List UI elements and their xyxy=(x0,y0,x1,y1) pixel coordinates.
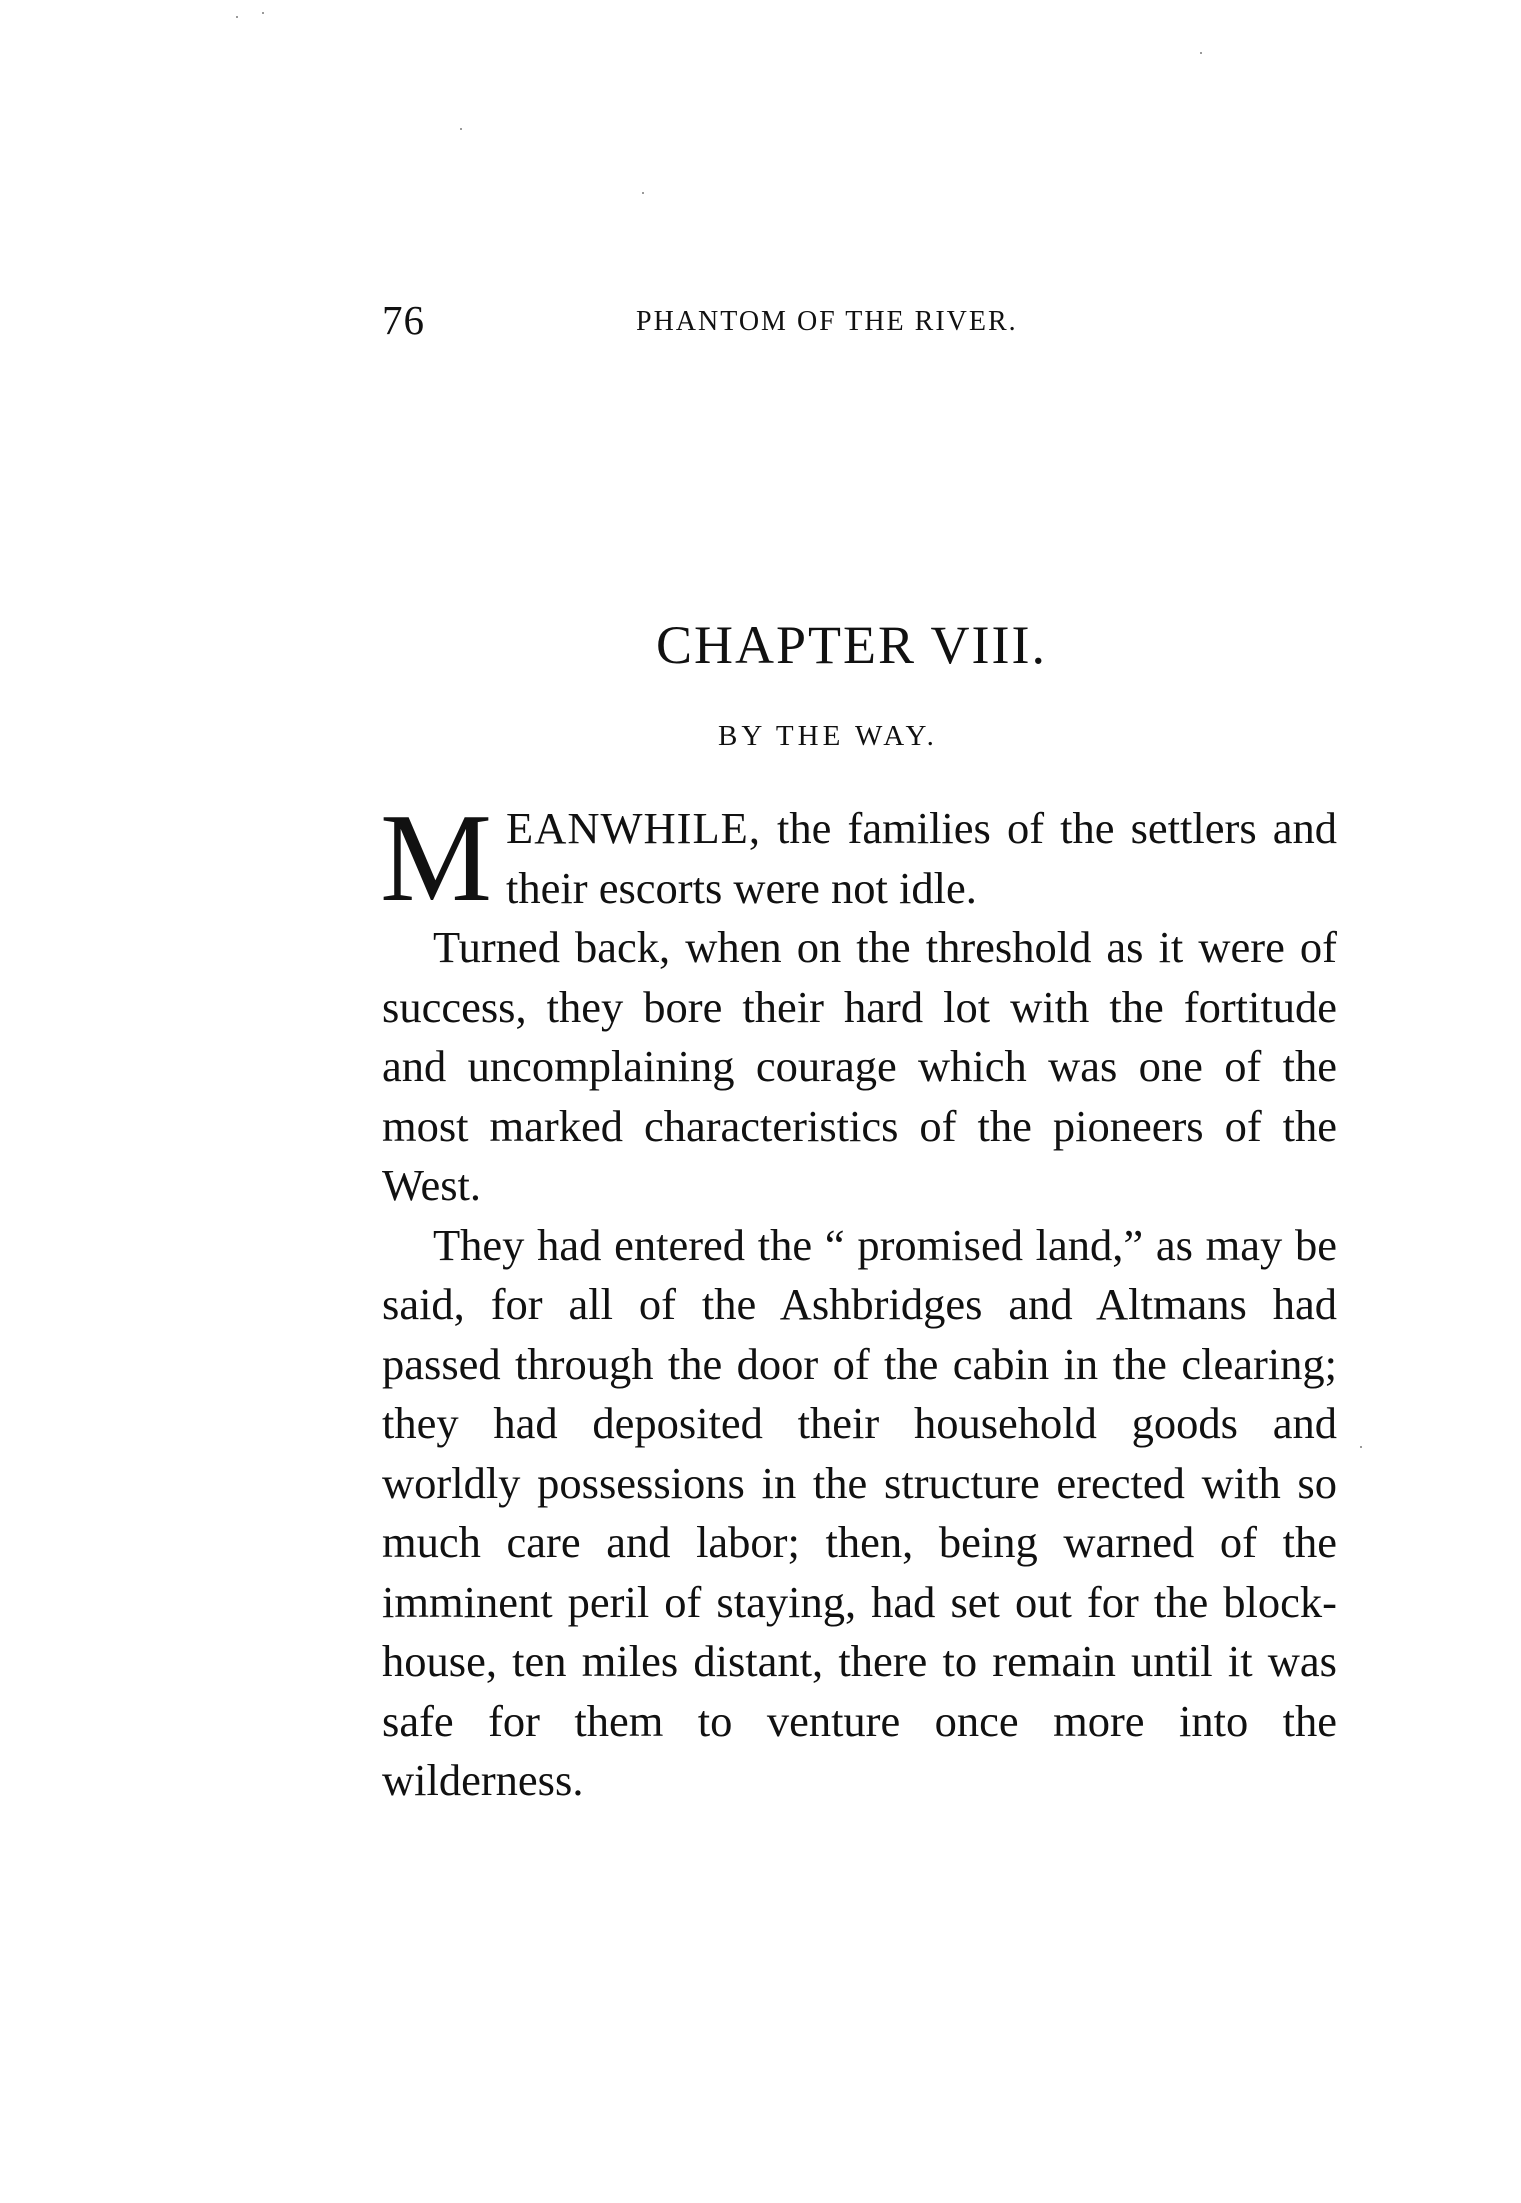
drop-cap: M xyxy=(380,789,493,928)
paper-speck xyxy=(236,16,238,18)
running-head: PHANTOM OF THE RIVER. xyxy=(636,306,1018,337)
paragraph-1-text: the families of the settlers and their escorts were not idle. xyxy=(506,803,1337,913)
paper-speck xyxy=(1200,52,1202,54)
paper-speck xyxy=(460,128,462,130)
chapter-body xyxy=(380,789,1337,1811)
paragraph-3: They had entered the “ promised land,” as may be said, for all of the Ashbridges and Altmans had passed through the door of the cabin in the clearing; they had deposited their household goods and worldly possessions in the structure erected with so much care and labor; then, being warned of the imminent peril of staying, had set out for the block-house, ten miles distant, there to remain until it was safe for them to venture once more into the wilderness. xyxy=(382,1219,1337,1805)
paper-speck xyxy=(642,192,644,194)
paper-speck xyxy=(262,12,264,14)
paper-speck xyxy=(1360,1446,1362,1448)
paragraph-1 xyxy=(380,789,1337,928)
chapter-subtitle: BY THE WAY. xyxy=(718,720,938,752)
page-number: 76 xyxy=(382,297,425,343)
lead-caps: EANWHILE, xyxy=(506,803,761,853)
paragraph-2: Turned back, when on the threshold as it were of success, they bore their hard lot with the fortitude and uncomplaining courage which was one of the most marked characteristics of the pioneers of the West. xyxy=(382,922,1337,1210)
chapter-title: CHAPTER VIII. xyxy=(656,615,1048,675)
